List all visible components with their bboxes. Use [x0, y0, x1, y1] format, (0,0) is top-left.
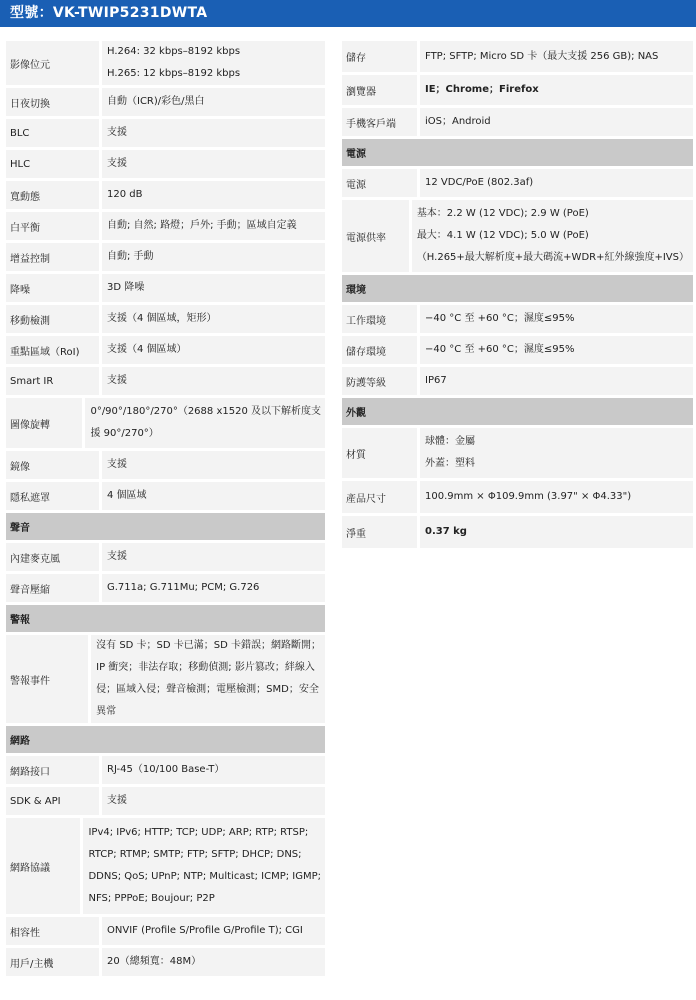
spec-value-line: 0°/90°/180°/270°（2688 x1520 及以下解析度支 — [90, 406, 321, 417]
spec-value-line: RTCP; RTMP; SMTP; FTP; SFTP; DHCP; DNS; — [88, 849, 302, 860]
spec-table-left — [6, 41, 325, 979]
spec-row-video-bitrate — [6, 41, 325, 85]
spec-value — [88, 635, 325, 723]
spec-label: 儲存環境 — [346, 346, 386, 358]
spec-label: 隱私遮罩 — [10, 492, 50, 504]
spec-value-line: DDNS; QoS; UPnP; NTP; Multicast; ICMP; IGMP; — [88, 871, 321, 882]
spec-value-line: 援 90°/270°） — [90, 428, 159, 439]
spec-value-line: IP 衝突；非法存取；移動偵測; 影片篡改；絆線入 — [96, 662, 315, 673]
spec-value: 支援（4 個區域） — [99, 336, 325, 364]
spec-value-line: （H.265+最大解析度+最大碼流+WDR+紅外線強度+IVS） — [416, 252, 689, 263]
spec-row-hlc — [6, 150, 325, 178]
spec-row-size — [342, 481, 693, 513]
spec-label: HLC — [10, 158, 31, 170]
spec-label: 防護等級 — [346, 377, 386, 389]
spec-row-smart-ir — [6, 367, 325, 395]
spec-label: 增益控制 — [10, 253, 50, 265]
spec-label: 產品尺寸 — [346, 493, 386, 505]
spec-row-operating-env — [342, 305, 693, 333]
spec-label: 日夜切換 — [10, 98, 50, 110]
section-header-audio: 聲音 — [6, 513, 325, 540]
spec-row-gain — [6, 243, 325, 271]
spec-value-line: 球體：金屬 — [425, 436, 475, 447]
spec-table-right — [342, 41, 693, 551]
spec-value: IE；Chrome；Firefox — [417, 75, 693, 105]
spec-label: 工作環境 — [346, 315, 386, 327]
model-title: 型號：VK-TWIP5231DWTA — [10, 5, 208, 21]
spec-row-power — [342, 169, 693, 197]
spec-value: IP67 — [417, 367, 693, 395]
spec-label: 降噪 — [10, 284, 30, 296]
spec-row-wdr — [6, 181, 325, 209]
section-header-alarm: 警報 — [6, 605, 325, 632]
spec-row-blc — [6, 119, 325, 147]
spec-row-network-port — [6, 756, 325, 784]
spec-value-line: IPv4; IPv6; HTTP; TCP; UDP; ARP; RTP; RTSP; — [88, 827, 309, 838]
spec-row-protocol — [6, 818, 325, 914]
spec-value-line: 沒有 SD 卡；SD 卡已滿；SD 卡錯誤；網路斷開； — [96, 640, 321, 651]
spec-value: 100.9mm × Φ109.9mm (3.97" × Φ4.33") — [417, 481, 693, 513]
spec-row-day-night — [6, 88, 325, 116]
spec-label: 材質 — [346, 449, 366, 461]
spec-value: 支援 — [99, 119, 325, 147]
spec-row-mobile-client — [342, 108, 693, 136]
spec-row-mic — [6, 543, 325, 571]
spec-value: 120 dB — [99, 181, 325, 209]
spec-value: 支援 — [99, 543, 325, 571]
spec-label: 手機客戶端 — [346, 118, 396, 130]
spec-value: 支援 — [99, 367, 325, 395]
spec-value — [80, 818, 325, 914]
spec-label: BLC — [10, 127, 30, 139]
spec-label: Smart IR — [10, 375, 54, 387]
spec-value-line: NFS; PPPoE; Boujour; P2P — [88, 893, 215, 904]
spec-value: 12 VDC/PoE (802.3af) — [417, 169, 693, 197]
spec-label: 重點區域（RoI) — [10, 346, 80, 358]
spec-label: 寬動態 — [10, 191, 40, 203]
spec-value: 支援 — [99, 787, 325, 815]
spec-label: 電源 — [346, 179, 366, 191]
spec-row-sdk — [6, 787, 325, 815]
spec-row-rotation — [6, 398, 325, 448]
spec-value: 20（總頻寬：48M） — [99, 948, 325, 976]
spec-value: FTP; SFTP; Micro SD 卡（最大支援 256 GB); NAS — [417, 41, 693, 72]
spec-value: ONVIF (Profile S/Profile G/Profile T); CGI — [99, 917, 325, 945]
spec-value: 0.37 kg — [417, 516, 693, 548]
spec-label: 淨重 — [346, 528, 366, 540]
spec-value: 支援 — [99, 451, 325, 479]
spec-value — [409, 200, 693, 272]
spec-value: 自動（ICR)/彩色/黑白 — [99, 88, 325, 116]
spec-value-line: 侵；區域入侵；聲音檢測；電壓檢測；SMD；安全 — [96, 684, 319, 695]
spec-label: 警報事件 — [10, 675, 50, 687]
spec-value: 3D 降噪 — [99, 274, 325, 302]
section-header-network: 網路 — [6, 726, 325, 753]
spec-row-privacy — [6, 482, 325, 510]
spec-value: 支援 — [99, 150, 325, 178]
spec-value: −40 °C 至 +60 °C；濕度≤95% — [417, 336, 693, 364]
spec-value-line: 外蓋：塑料 — [425, 458, 475, 469]
spec-label: 鏡像 — [10, 461, 30, 473]
spec-value-line: 基本：2.2 W (12 VDC); 2.9 W (PoE) — [416, 208, 589, 219]
spec-value: −40 °C 至 +60 °C；濕度≤95% — [417, 305, 693, 333]
spec-label: 相容性 — [10, 927, 40, 939]
spec-value-line: 最大：4.1 W (12 VDC); 5.0 W (PoE) — [416, 230, 589, 241]
section-header-power: 電源 — [342, 139, 693, 166]
spec-value — [99, 41, 325, 85]
spec-value: 自動; 自然; 路燈；戶外; 手動；區域自定義 — [99, 212, 325, 240]
spec-value: 4 個區域 — [99, 482, 325, 510]
spec-label: 移動檢測 — [10, 315, 50, 327]
spec-value: G.711a; G.711Mu; PCM; G.726 — [99, 574, 325, 602]
spec-value — [82, 398, 325, 448]
spec-value-line: H.265: 12 kbps–8192 kbps — [107, 68, 241, 79]
spec-row-storage-env — [342, 336, 693, 364]
spec-label: 電源供率 — [346, 232, 386, 244]
spec-row-motion — [6, 305, 325, 333]
spec-value-line: 異常 — [96, 706, 117, 717]
section-header-environment: 環境 — [342, 275, 693, 302]
spec-label: 影像位元 — [10, 59, 50, 71]
spec-row-storage — [342, 41, 693, 72]
spec-row-compatibility — [6, 917, 325, 945]
spec-label: 用戶/主機 — [10, 958, 54, 970]
spec-row-protection-level — [342, 367, 693, 395]
spec-row-power-supply — [342, 200, 693, 272]
spec-row-roi — [6, 336, 325, 364]
spec-label: 瀏覽器 — [346, 86, 376, 98]
spec-row-alarm-event — [6, 635, 325, 723]
spec-label: 儲存 — [346, 53, 366, 64]
spec-label: 網路協議 — [10, 862, 50, 874]
spec-row-users — [6, 948, 325, 976]
spec-label: SDK & API — [10, 795, 61, 807]
spec-row-browser — [342, 75, 693, 105]
spec-row-weight — [342, 516, 693, 548]
model-title-bar — [0, 0, 696, 27]
spec-value: 自動; 手動 — [99, 243, 325, 271]
spec-label: 聲音壓縮 — [10, 584, 50, 596]
section-header-appearance: 外觀 — [342, 398, 693, 425]
spec-value: RJ-45（10/100 Base-T） — [99, 756, 325, 784]
spec-label: 白平衡 — [10, 222, 40, 234]
spec-value — [417, 428, 693, 478]
spec-row-audio-compression — [6, 574, 325, 602]
spec-value: iOS；Android — [417, 108, 693, 136]
spec-label: 內建麥克風 — [10, 553, 60, 565]
spec-row-white-balance — [6, 212, 325, 240]
spec-value: 支援（4 個區域，矩形） — [99, 305, 325, 333]
spec-label: 網路接口 — [10, 766, 50, 778]
spec-label: 圖像旋轉 — [10, 419, 50, 431]
spec-row-material — [342, 428, 693, 478]
spec-row-noise — [6, 274, 325, 302]
spec-row-mirror — [6, 451, 325, 479]
spec-value-line: H.264: 32 kbps–8192 kbps — [107, 46, 241, 57]
